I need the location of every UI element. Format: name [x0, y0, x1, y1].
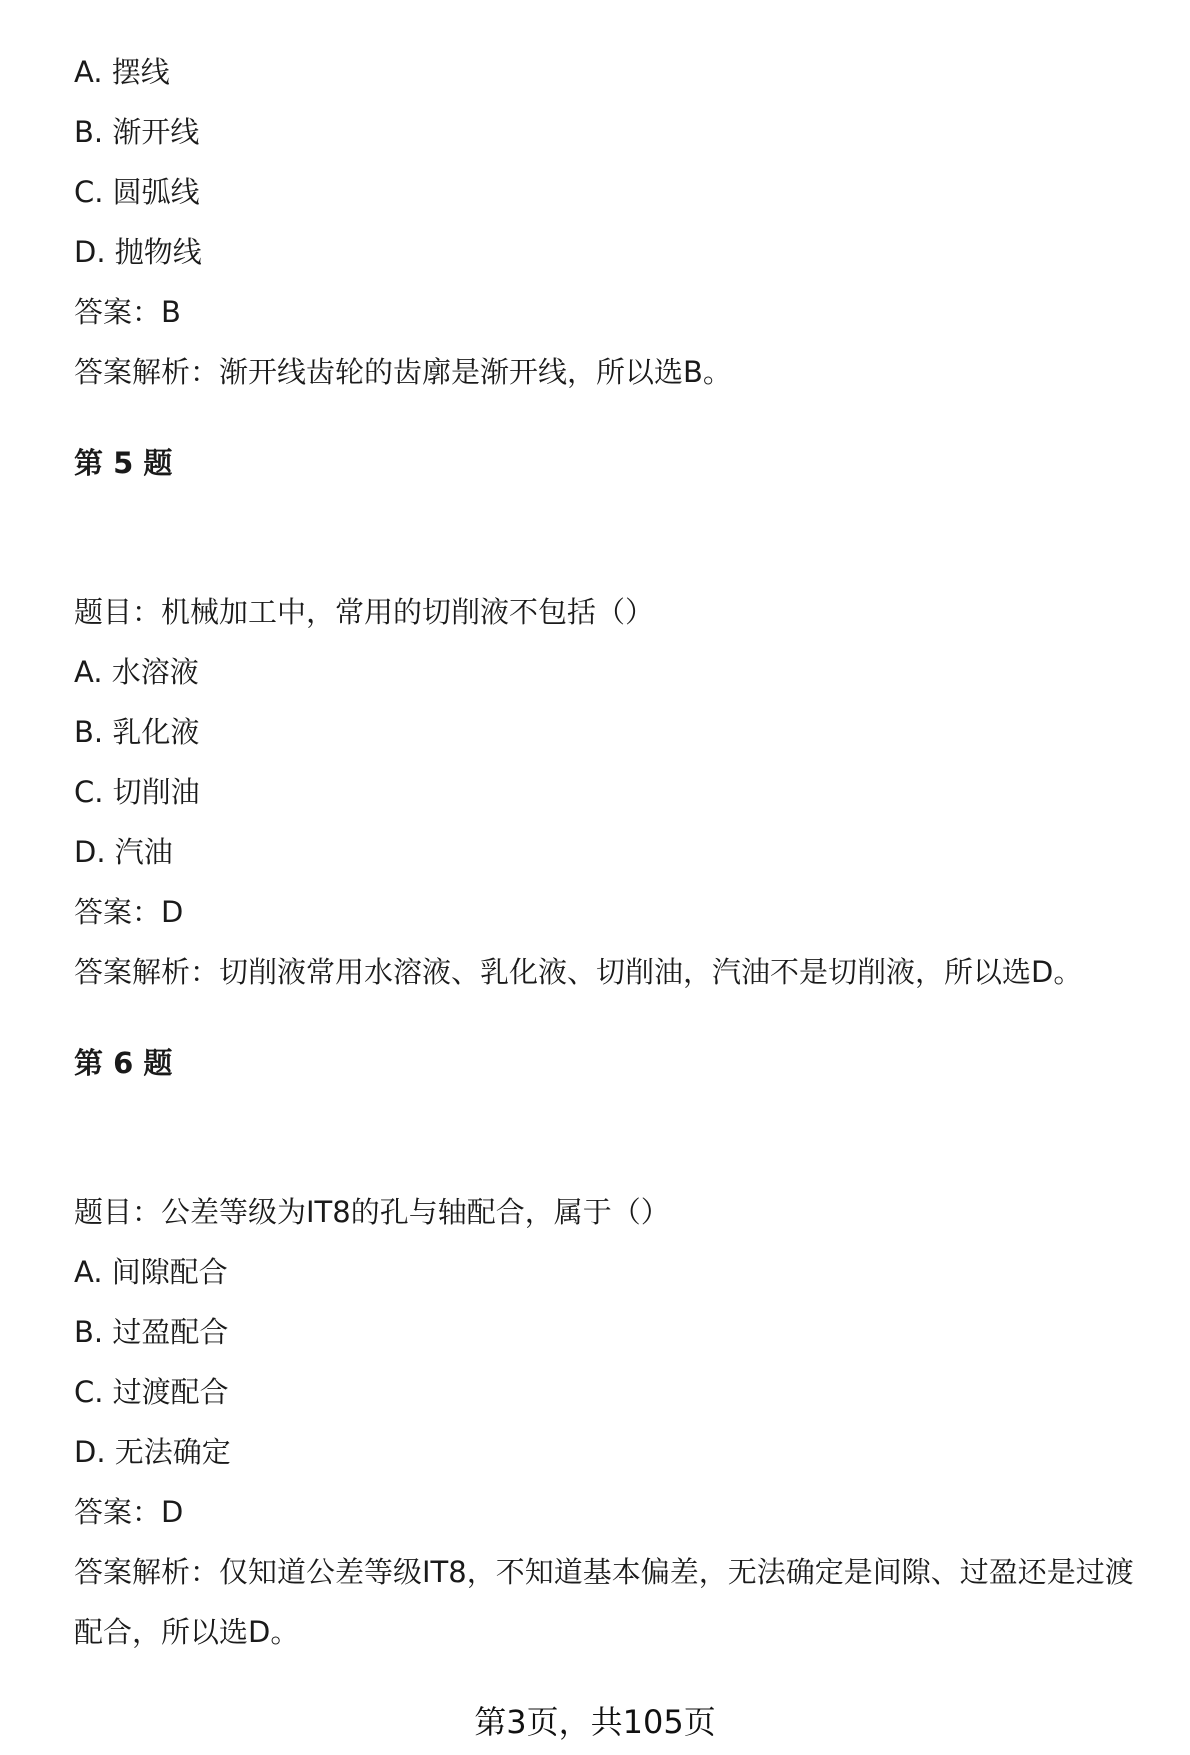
q5-option-c: C. 切削油: [74, 775, 200, 809]
q6-option-d: D. 无法确定: [74, 1435, 231, 1469]
q4-option-c: C. 圆弧线: [74, 175, 200, 209]
q5-question: 题目：机械加工中，常用的切削液不包括（）: [74, 595, 655, 629]
q6-question: 题目：公差等级为IT8的孔与轴配合，属于（）: [74, 1195, 670, 1229]
q4-answer: 答案：B: [74, 295, 181, 329]
q6-explanation: 答案解析：仅知道公差等级IT8，不知道基本偏差，无法确定是间隙、过盈还是过渡配合，所以选D。: [74, 1555, 1134, 1649]
q4-explanation: 答案解析：渐开线齿轮的齿廓是渐开线，所以选B。: [74, 355, 732, 389]
q4-option-d: D. 抛物线: [74, 235, 202, 269]
q5-option-b: B. 乳化液: [74, 715, 200, 749]
q5-explanation: 答案解析：切削液常用水溶液、乳化液、切削油，汽油不是切削液，所以选D。: [74, 955, 1083, 989]
q5-heading: 第 5 题: [74, 446, 173, 480]
q5-option-a: A. 水溶液: [74, 655, 199, 689]
q4-option-a: A. 摆线: [74, 55, 170, 89]
page-number-footer: 第3页，共105页: [474, 1703, 716, 1741]
q6-option-b: B. 过盈配合: [74, 1315, 229, 1349]
q6-heading: 第 6 题: [74, 1046, 173, 1080]
q5-answer: 答案：D: [74, 895, 184, 929]
q6-option-c: C. 过渡配合: [74, 1375, 229, 1409]
q5-option-d: D. 汽油: [74, 835, 173, 869]
q4-option-b: B. 渐开线: [74, 115, 200, 149]
q6-option-a: A. 间隙配合: [74, 1255, 228, 1289]
q6-answer: 答案：D: [74, 1495, 184, 1529]
